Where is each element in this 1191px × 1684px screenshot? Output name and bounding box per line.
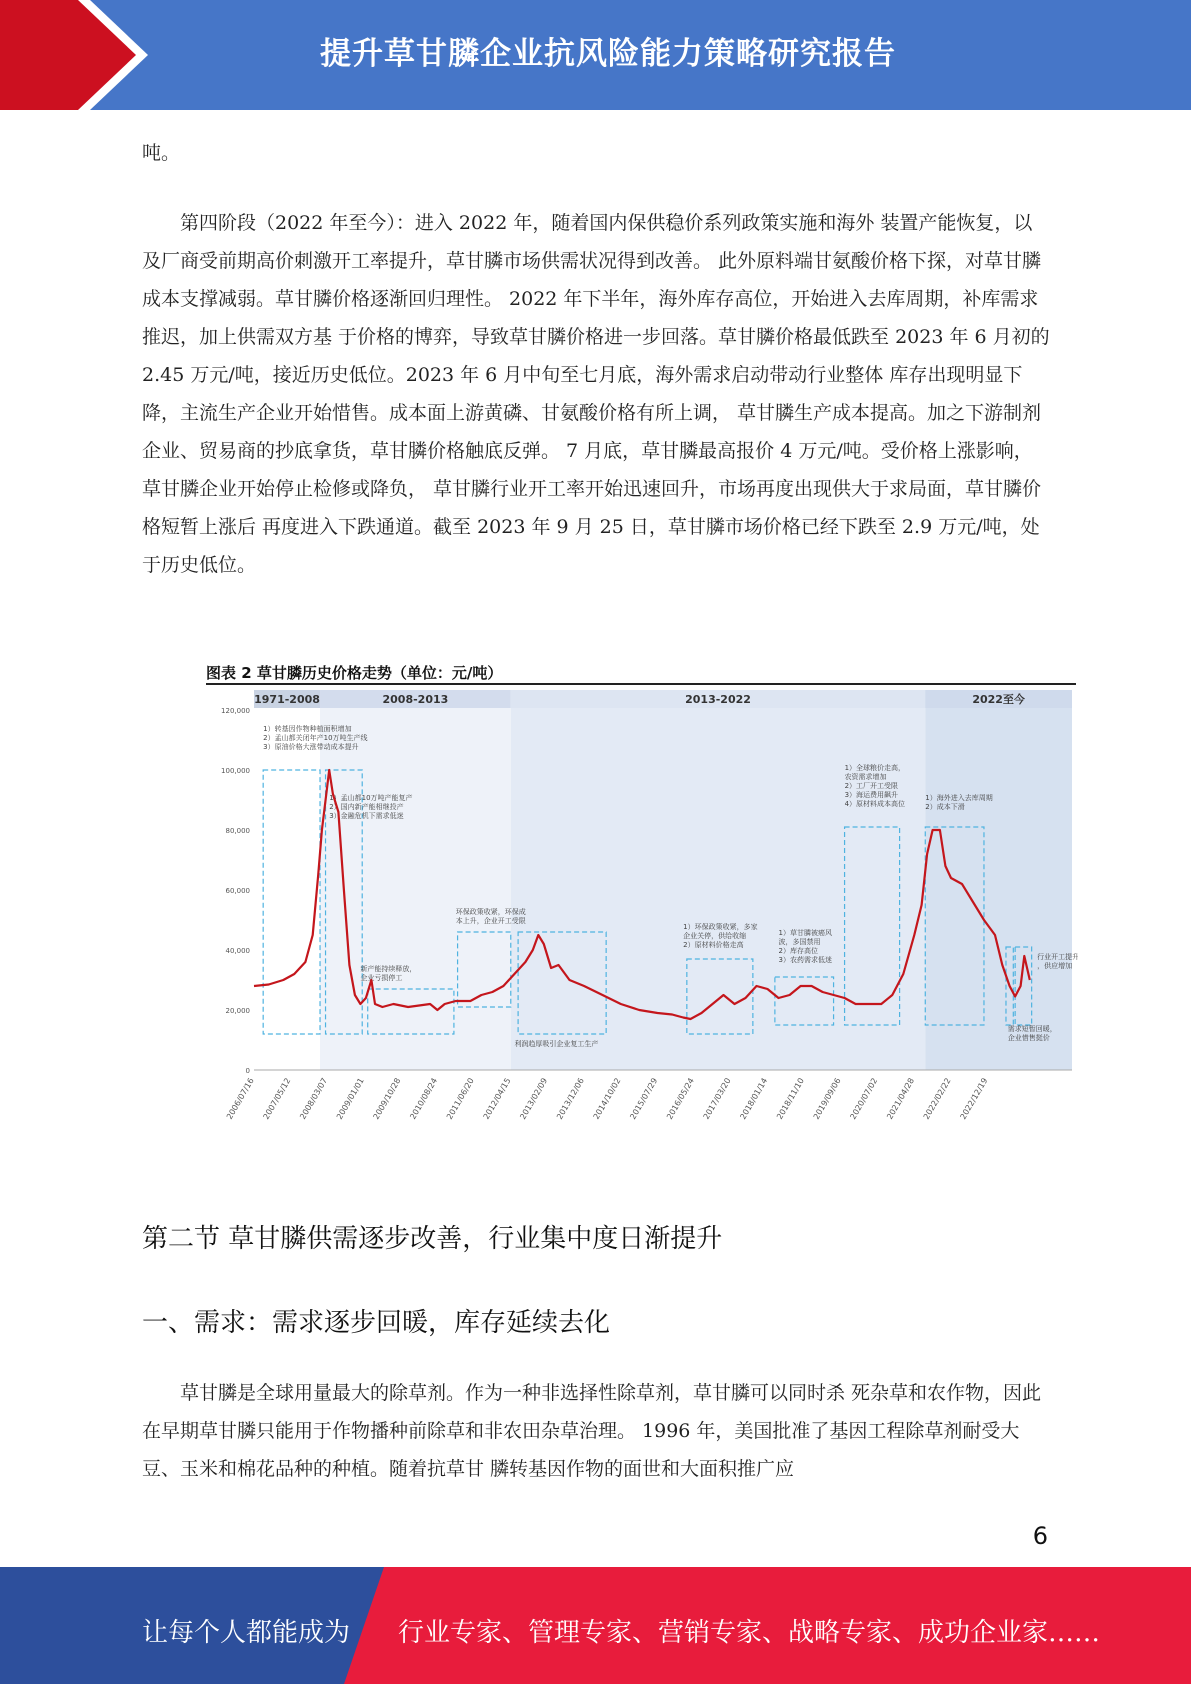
header-arrow-graphic [0, 0, 160, 110]
y-tick-label: 0 [245, 1067, 250, 1075]
period-band [925, 690, 1072, 1070]
x-tick-label: 2019/09/06 [811, 1076, 843, 1120]
x-tick-label: 2011/06/20 [444, 1076, 476, 1120]
annotation-text: 4）原材料成本高位 [844, 800, 906, 808]
x-tick-label: 2012/04/15 [481, 1076, 513, 1120]
annotation-text: 需求短暂回暖， [1007, 1025, 1057, 1033]
y-tick-label: 40,000 [225, 947, 250, 955]
x-tick-label: 2009/01/01 [334, 1076, 366, 1120]
x-tick-label: 2014/10/02 [591, 1076, 623, 1120]
period-label: 2008-2013 [382, 693, 449, 706]
x-tick-label: 2006/07/16 [224, 1076, 256, 1120]
x-tick-label: 2010/08/24 [408, 1076, 440, 1120]
period-label: 2022至今 [972, 693, 1025, 706]
x-tick-label: 2021/04/28 [885, 1076, 917, 1120]
annotation-text: 波，多国禁用 [778, 938, 821, 946]
x-tick-label: 2020/07/02 [848, 1076, 880, 1120]
annotation-text: 3）金融危机下需求低迷 [329, 812, 404, 820]
price-chart-figure [206, 660, 1078, 1120]
page-number: 6 [1032, 1522, 1048, 1550]
annotation-text: 企业惜售挺价 [1007, 1034, 1050, 1042]
x-tick-label: 2017/03/20 [701, 1076, 733, 1120]
annotation-text: 2）成本下滑 [925, 803, 965, 811]
x-tick-label: 2013/02/09 [518, 1076, 550, 1120]
y-tick-label: 100,000 [221, 767, 250, 775]
x-tick-label: 2018/01/14 [738, 1076, 770, 1120]
annotation-text: 1）全球粮价走高， [844, 764, 906, 772]
annotation-text: 1）转基因作物种植面积增加 [263, 725, 352, 733]
annotation-text: 利润趋厚吸引企业复工生产 [514, 1040, 599, 1048]
annotation-text: 1）环保政策收紧，多家 [683, 923, 758, 931]
paragraph-stage-four: 第四阶段（2022 年至今）：进入 2022 年，随着国内保供稳价系列政策实施和海外 装置产能恢复，以及厂商受前期高价刺激开工率提升，草甘膦市场供需状况得到改善。 此外原料端甘氨酸价格下探，对草甘膦成本支撑减弱。草甘膦价格逐渐回归理性。 2022 年下半年，海外库存高位，开始进入去库周期，补库需求推迟，加上供需双方基 于价格的博弈，导致草甘膦价格进一步回落。草甘膦价格最低跌至 2023 年 6 月初的 2.45 万元/吨，接近历史低位。2023 年 6 月中旬至七月底，海外需求启动带动行业整体 库存出现明显下降，主流生产企业开始惜售。成本面上游黄磷、甘氨酸价格有所上调， 草甘膦生产成本提高。加之下游制剂企业、贸易商的抄底拿货，草甘膦价格触底反弹。 7 月底，草甘膦最高报价 4 万元/吨。受价格上涨影响，草甘膦企业开始停止检修或降负， 草甘膦行业开工率开始迅速回升，市场再度出现供大于求局面，草甘膦价格短暂上涨后 再度进入下跌通道。截至 2023 年 9 月 25 日，草甘膦市场价格已经下跌至 2.9 万元/吨，处于历史低位。 [142, 212, 1050, 576]
x-tick-label: 2007/05/12 [261, 1076, 293, 1120]
y-tick-label: 20,000 [225, 1007, 250, 1015]
x-tick-label: 2016/05/24 [665, 1076, 696, 1120]
annotation-text: 3）农药需求低迷 [778, 956, 833, 964]
annotation-text: 农资需求增加 [844, 773, 887, 781]
x-tick-label: 2022/12/19 [958, 1076, 990, 1120]
y-tick-label: 80,000 [225, 827, 250, 835]
annotation-text: 1）孟山都10万吨产能复产 [329, 794, 413, 802]
paragraph-demand: 草甘膦是全球用量最大的除草剂。作为一种非选择性除草剂，草甘膦可以同时杀 死杂草和农作物，因此在早期草甘膦只能用于作物播种前除草和非农田杂草治理。 1996 年，美国批准了基因工程除草剂耐受大豆、玉米和棉花品种的种植。随着抗草甘 膦转基因作物的面世和大面积推广应 [142, 1382, 1042, 1480]
header-bar [0, 0, 1191, 110]
annotation-text: ，供应增加 [1037, 962, 1073, 970]
footer-slogan-right: 行业专家、管理专家、营销专家、战略专家、成功企业家…… [398, 1618, 1101, 1648]
x-tick-label: 2013/12/06 [555, 1076, 586, 1120]
annotation-text: 2）孟山都关闭年产10万吨生产线 [263, 734, 368, 742]
annotation-text: 企业关停，供给收缩 [683, 932, 747, 940]
x-tick-label: 2022/02/22 [921, 1076, 953, 1120]
annotation-text: 行业开工提升 [1037, 953, 1078, 961]
chart-title: 图表 2 草甘膦历史价格走势（单位：元/吨） [206, 664, 503, 682]
annotation-text: 2）原材料价格走高 [683, 941, 744, 949]
annotation-text: 2）工厂开工受限 [844, 782, 899, 790]
annotation-text: 2）国内新产能相继投产 [329, 803, 404, 811]
annotation-text: 1）海外进入去库周期 [925, 794, 993, 802]
subsection-title: 一、需求：需求逐步回暖，库存延续去化 [142, 1308, 611, 1338]
x-tick-label: 2015/07/29 [628, 1076, 660, 1120]
annotation-text: 3）原油价格大涨带动成本提升 [263, 743, 359, 751]
period-label: 1971-2008 [254, 693, 320, 706]
x-tick-label: 2009/10/28 [371, 1076, 403, 1120]
annotation-text: 环保政策收紧，环保成 [455, 908, 526, 916]
report-title: 提升草甘膦企业抗风险能力策略研究报告 [320, 36, 896, 72]
annotation-text: 2）库存高位 [778, 947, 819, 955]
annotation-text: 新产能持续释放， [360, 965, 417, 973]
period-band [511, 690, 926, 1070]
section-title: 第二节 草甘膦供需逐步改善，行业集中度日渐提升 [142, 1224, 723, 1254]
annotation-text: 3）海运费用飙升 [844, 791, 899, 799]
price-chart [206, 660, 1078, 1120]
annotation-text: 本上升，企业开工受限 [455, 917, 526, 925]
x-tick-label: 2008/03/07 [298, 1076, 330, 1120]
y-tick-label: 120,000 [221, 707, 250, 715]
annotation-text: 1）草甘膦被癌风 [778, 929, 833, 937]
x-tick-label: 2018/11/10 [775, 1076, 806, 1120]
footer-slogan-left: 让每个人都能成为 [142, 1618, 351, 1648]
y-tick-label: 60,000 [225, 887, 250, 895]
period-label: 2013-2022 [685, 693, 751, 706]
paragraph-continued: 吨。 [142, 142, 181, 164]
annotation-text: 企业亏损停工 [360, 974, 403, 982]
